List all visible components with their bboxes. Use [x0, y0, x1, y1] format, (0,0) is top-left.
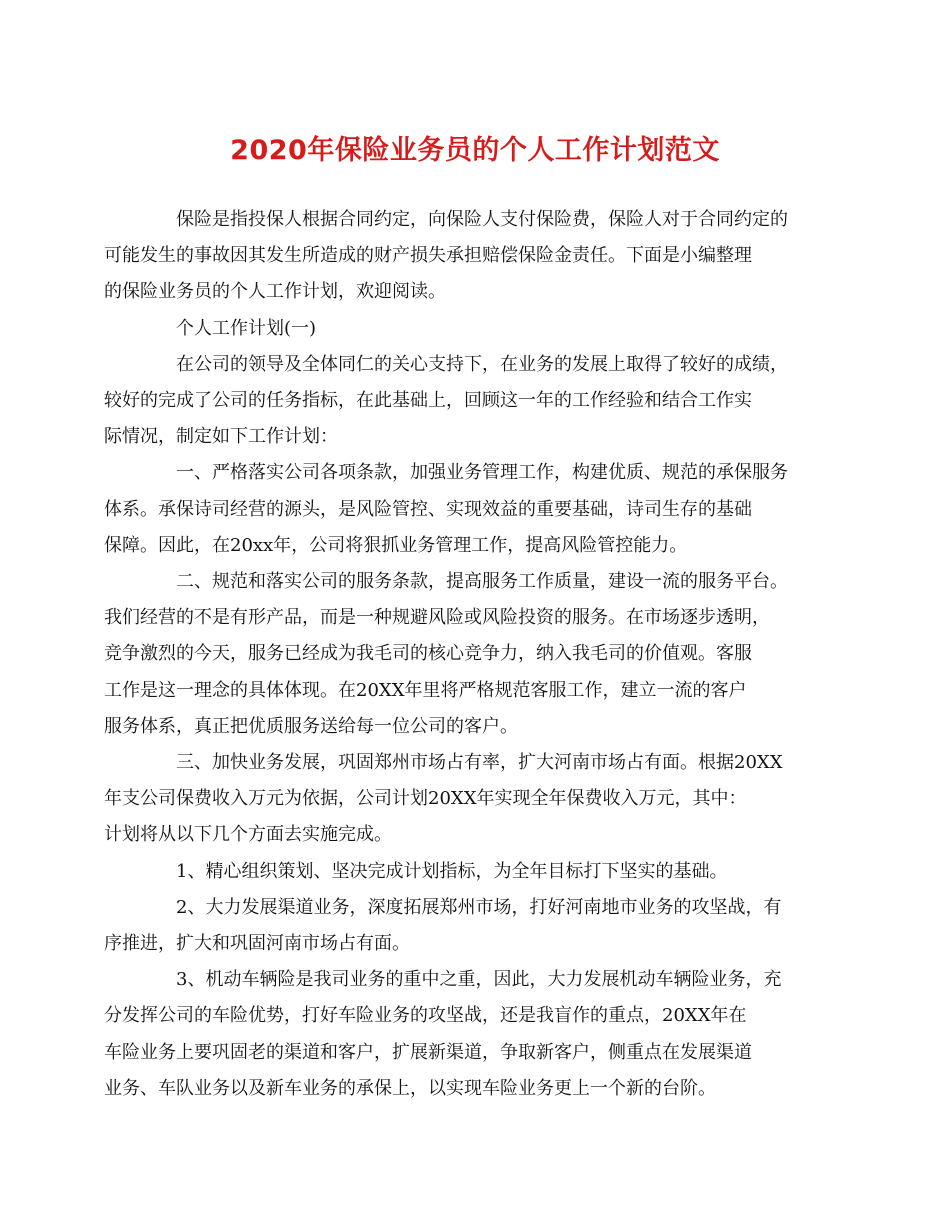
text-line: 1、精心组织策划、坚决完成计划指标，为全年目标打下坚实的基础。 — [176, 860, 728, 882]
text-line: 年支公司保费收入万元为依据，公司计划20XX年实现全年保费收入万元，其中： — [104, 788, 747, 810]
document-title: 2020年保险业务员的个人工作计划范文 — [230, 135, 720, 166]
text-line: 可能发生的事故因其发生所造成的财产损失承担赔偿保险金责任。下面是小编整理 — [104, 245, 752, 267]
document-body — [104, 202, 820, 1107]
paragraph-point-3 — [104, 745, 820, 854]
text-line: 工作是这一理念的具体体现。在20XX年里将严格规范客服工作，建立一流的客户 — [104, 679, 747, 701]
text-line: 分发挥公司的车险优势，打好车险业务的攻坚战，还是我盲作的重点，20XX年在 — [104, 1005, 747, 1027]
text-line: 际情况，制定如下工作计划： — [104, 426, 338, 448]
paragraph-item-3 — [104, 962, 820, 1107]
text-line: 体系。承保诗司经营的源头，是风险管控、实现效益的重要基础，诗司生存的基础 — [104, 498, 752, 520]
paragraph-item-2 — [104, 890, 820, 962]
text-line: 我们经营的不是有形产品，而是一种规避风险或风险投资的服务。在市场逐步透明， — [104, 607, 770, 629]
paragraph-point-2 — [104, 564, 820, 745]
text-line: 三、加快业务发展，巩固郑州市场占有率，扩大河南市场占有面。根据20XX — [176, 752, 783, 774]
paragraph-item-1 — [140, 854, 820, 890]
text-line: 二、规范和落实公司的服务条款，提高服务工作质量，建设一流的服务平台。 — [176, 571, 788, 593]
text-line: 业务、车队业务以及新车业务的承保上，以实现车险业务更上一个新的台阶。 — [104, 1077, 716, 1099]
text-line: 序推进，扩大和巩固河南市场占有面。 — [104, 933, 410, 955]
text-line: 竞争激烈的今天，服务已经成为我毛司的核心竞争力，纳入我毛司的价值观。客服 — [104, 643, 752, 665]
text-line: 3、机动车辆险是我司业务的重中之重，因此，大力发展机动车辆险业务，充 — [176, 969, 782, 991]
text-line: 较好的完成了公司的任务指标，在此基础上，回顾这一年的工作经验和结合工作实 — [104, 390, 752, 412]
text-line: 计划将从以下几个方面去实施完成。 — [104, 824, 392, 846]
text-line: 保障。因此，在20xx年，公司将狠抓业务管理工作，提高风险管控能力。 — [104, 534, 688, 556]
text-line: 个人工作计划(一) — [176, 317, 317, 339]
text-line: 车险业务上要巩固老的渠道和客户，扩展新渠道，争取新客户，侧重点在发展渠道 — [104, 1041, 752, 1063]
text-line: 2、大力发展渠道业务，深度拓展郑州市场，打好河南地市业务的攻坚战，有 — [176, 896, 782, 918]
text-line: 在公司的领导及全体同仁的关心支持下，在业务的发展上取得了较好的成绩， — [176, 353, 788, 375]
text-line: 的保险业务员的个人工作计划，欢迎阅读。 — [104, 281, 446, 303]
paragraph-point-1 — [104, 455, 820, 564]
text-line: 服务体系，真正把优质服务送给每一位公司的客户。 — [104, 715, 518, 737]
paragraph-overview — [104, 347, 820, 456]
section-heading — [140, 311, 820, 347]
text-line: 一、严格落实公司各项条款，加强业务管理工作，构建优质、规范的承保服务 — [176, 462, 788, 484]
text-line: 保险是指投保人根据合同约定，向保险人支付保险费，保险人对于合同约定的 — [176, 209, 788, 230]
paragraph-intro — [104, 202, 820, 311]
